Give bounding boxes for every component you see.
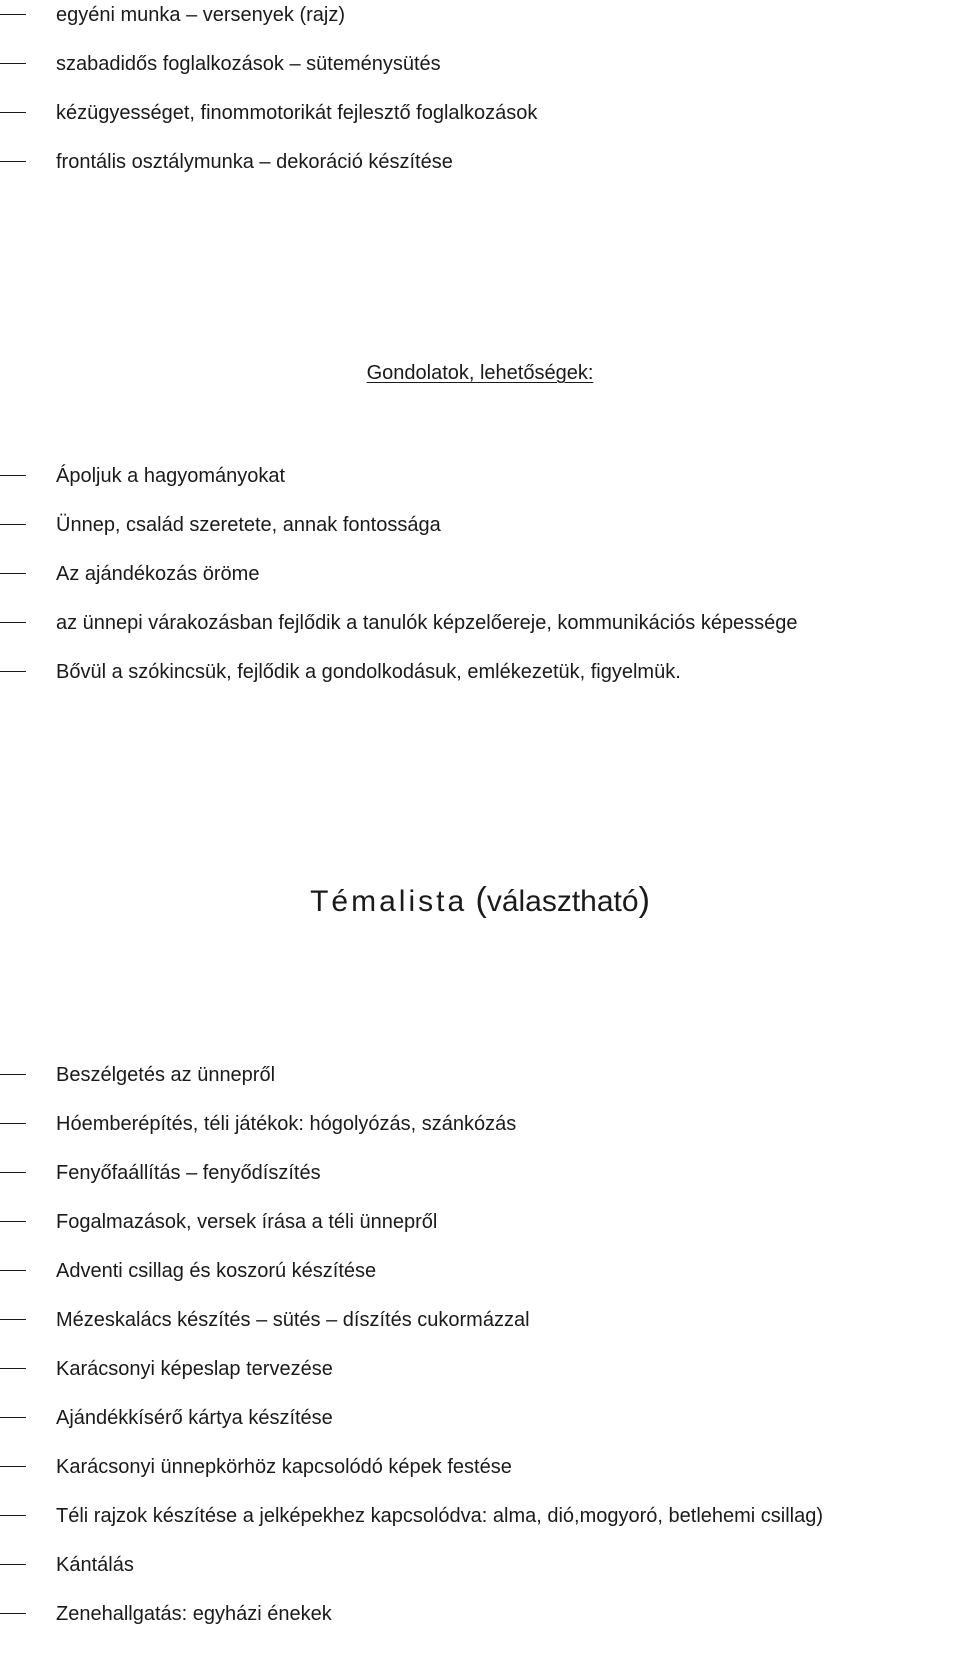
list-item-text: Hóemberépítés, téli játékok: hógolyózás, szánkózás [56,1113,517,1135]
list-item [0,513,960,562]
topic-list-heading [0,880,960,922]
topic-list-heading-sub: választható [486,885,639,918]
list-item [0,1553,960,1602]
section-heading-ideas [0,361,960,385]
list-item [0,1504,960,1553]
dash-bullet-icon [0,112,26,113]
dash-bullet-icon [0,475,26,476]
list-item [0,1063,960,1112]
dash-bullet-icon [0,161,26,162]
list-item-text: Bővül a szókincsük, fejlődik a gondolkodásuk, emlékezetük, figyelmük. [56,661,681,683]
dash-bullet-icon [0,1368,26,1369]
list-item-text: Ápoljuk a hagyományokat [56,465,286,487]
list-item [0,1112,960,1161]
dash-bullet-icon [0,1319,26,1320]
list-item [0,660,960,709]
list-item-text: Karácsonyi képeslap tervezése [56,1358,333,1380]
list-item [0,1308,960,1357]
list-item [0,150,960,199]
section-heading-ideas-text: Gondolatok, lehetőségek: [366,362,594,384]
list-item-text: Beszélgetés az ünnepről [56,1064,276,1086]
dash-bullet-icon [0,1074,26,1075]
topic-list-heading-paren-open: ( [475,881,487,919]
dash-bullet-icon [0,14,26,15]
list-item-text: Ajándékkísérő kártya készítése [56,1407,333,1429]
dash-bullet-icon [0,1613,26,1614]
dash-bullet-icon [0,1172,26,1173]
list-item-text: az ünnepi várakozásban fejlődik a tanulók képzelőereje, kommunikációs képessége [56,612,798,634]
list-item-text: egyéni munka – versenyek (rajz) [56,4,346,26]
dash-bullet-icon [0,1123,26,1124]
list-item [0,1161,960,1210]
list-item-text: Az ajándékozás öröme [56,563,260,585]
list-item [0,1406,960,1455]
dash-bullet-icon [0,671,26,672]
dash-bullet-icon [0,573,26,574]
topic-list-heading-main: Témalista [310,885,468,918]
list-item [0,1259,960,1308]
list-item [0,1455,960,1504]
dash-bullet-icon [0,1221,26,1222]
ideas-list [0,464,960,709]
dash-bullet-icon [0,1270,26,1271]
dash-bullet-icon [0,1466,26,1467]
topic-list [0,1063,960,1651]
list-item-text: szabadidős foglalkozások – süteménysütés [56,53,441,75]
list-item [0,611,960,660]
list-item-text: Kántálás [56,1554,134,1576]
dash-bullet-icon [0,1417,26,1418]
list-item [0,562,960,611]
list-item [0,464,960,513]
list-item-text: Mézeskalács készítés – sütés – díszítés cukormázzal [56,1309,530,1331]
list-item [0,1357,960,1406]
list-item-text: Zenehallgatás: egyházi énekek [56,1603,332,1625]
dash-bullet-icon [0,1564,26,1565]
list-item-text: Fenyőfaállítás – fenyődíszítés [56,1162,321,1184]
list-item [0,1210,960,1259]
dash-bullet-icon [0,1515,26,1516]
list-item [0,1602,960,1651]
dash-bullet-icon [0,63,26,64]
topic-list-heading-paren-close: ) [638,881,650,919]
dash-bullet-icon [0,524,26,525]
list-item-text: Téli rajzok készítése a jelképekhez kapcsolódva: alma, dió,mogyoró, betlehemi csillag) [56,1505,824,1527]
activity-list [0,3,960,199]
list-item-text: Adventi csillag és koszorú készítése [56,1260,377,1282]
list-item-text: frontális osztálymunka – dekoráció készítése [56,151,453,173]
list-item [0,52,960,101]
list-item-text: kézügyességet, finommotorikát fejlesztő foglalkozások [56,102,538,124]
list-item [0,3,960,52]
list-item-text: Fogalmazások, versek írása a téli ünnepről [56,1211,438,1233]
list-item-text: Ünnep, család szeretete, annak fontossága [56,514,441,536]
dash-bullet-icon [0,622,26,623]
list-item-text: Karácsonyi ünnepkörhöz kapcsolódó képek festése [56,1456,512,1478]
list-item [0,101,960,150]
